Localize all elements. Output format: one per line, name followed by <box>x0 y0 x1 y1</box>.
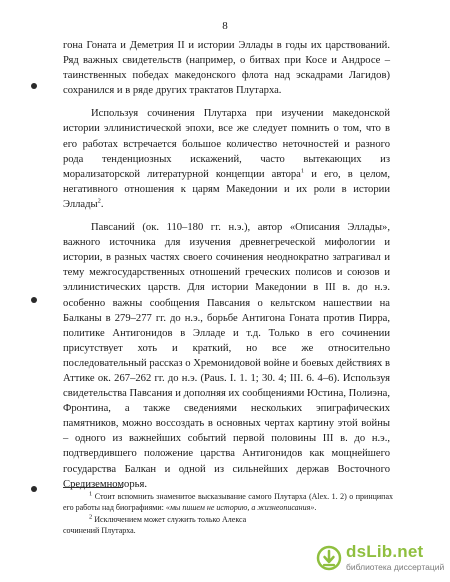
footnote-ref-1: 1 <box>300 167 305 175</box>
main-text <box>63 38 390 492</box>
footnote-1-marker: 1 <box>89 490 93 498</box>
footnote-2 <box>63 515 393 526</box>
footnote-1 <box>63 492 393 513</box>
dslib-logo-icon <box>316 545 342 571</box>
paragraph-3: Павсаний (ок. 110–180 гг. н.э.), автор «Описания Эллады», важного источника для изучения древнегреческой мифологии и истории, в разных частях своего сочинения неоднократно затрагивал и тему межгосударственных отношений греческих полисов и союзов и эллинистических царств. Для истории Македонии в III в. до н.э. особенно важны сообщения Павсания о кельтском нашествии на Балканы в 279–277 гг. до н.э., борьбе Антигона Гоната против Пирра, политике Антигонидов в Элладе и т.д. Только в его сочинении присутствует хоть и краткий, но все же относительно последовательный рассказ о Хремонидовой войне и боевых действиях в Аттике ок. 267–262 гг. до н.э. (Paus. I. 1. 1; 30. 4; III. 6. 4–6). Используя свидетельства Павсания и дополняя их сообщениями Юстина, Полиэна, Фронтина, а также сведениями нескольких эпиграфических памятников, можно воссоздать в основных чертах картину этой войны – одного из важнейших событий первой половины III в. до н.э., подтвердившего положение царства Антигонидов как мощнейшего государства Балкан и одной из сильнейших держав Восточного Средиземноморья. <box>63 222 390 490</box>
dslib-watermark <box>316 542 444 576</box>
paragraph-1: гона Гоната и Деметрия II и истории Эллады в годы их царствований. Ряд важных свидетельств (например, о битвах при Косе и Андросе – таинственных победах македонского флота над эскадрами Лагидов) сохранился и в ряде других трактатов Плутарха. <box>63 40 390 97</box>
footnote-1-quote: «мы пишем не историю, а жизнеописания» <box>165 502 315 512</box>
page-number: 8 <box>222 20 228 32</box>
footnote-1-end: . <box>314 502 317 512</box>
watermark-subtitle: библиотека диссертаций <box>346 562 445 572</box>
margin-hole-dot <box>31 83 37 89</box>
margin-hole-dot <box>31 486 37 492</box>
paragraph-2-part-1: Используя сочинения Плутарха при изучении македонской истории эллинистической эпохи, все же следует помнить о том, что в его работах встречается большое количество неточностей и разного рода тенденциозных искажений, часто вытекающих из морализаторской литературной концепции автора <box>63 108 390 180</box>
watermark-title: dsLib.net <box>346 542 424 561</box>
footnote-1-text: Стоит вспомнить знаменитое высказывание самого Плутарха (Alex. 1. 2) о принципах его работы над биографиями: <box>63 492 393 512</box>
footnote-separator <box>63 487 123 488</box>
footnote-ref-2: 2 <box>97 197 101 205</box>
paragraph-2-part-2: и его, в целом, негативного отношения к царям Македонии и их роли в истории Эллады <box>63 168 390 210</box>
footnote-2-continuation: сочинений Плутарха. <box>63 525 136 535</box>
footnotes <box>63 492 393 536</box>
footnote-2-marker: 2 <box>89 513 93 521</box>
footnote-2-text: Исключением может служить только Алекса <box>92 515 247 524</box>
margin-hole-dot <box>31 297 37 303</box>
paragraph-2-part-3: . <box>100 198 104 210</box>
paragraph-2 <box>63 106 390 212</box>
